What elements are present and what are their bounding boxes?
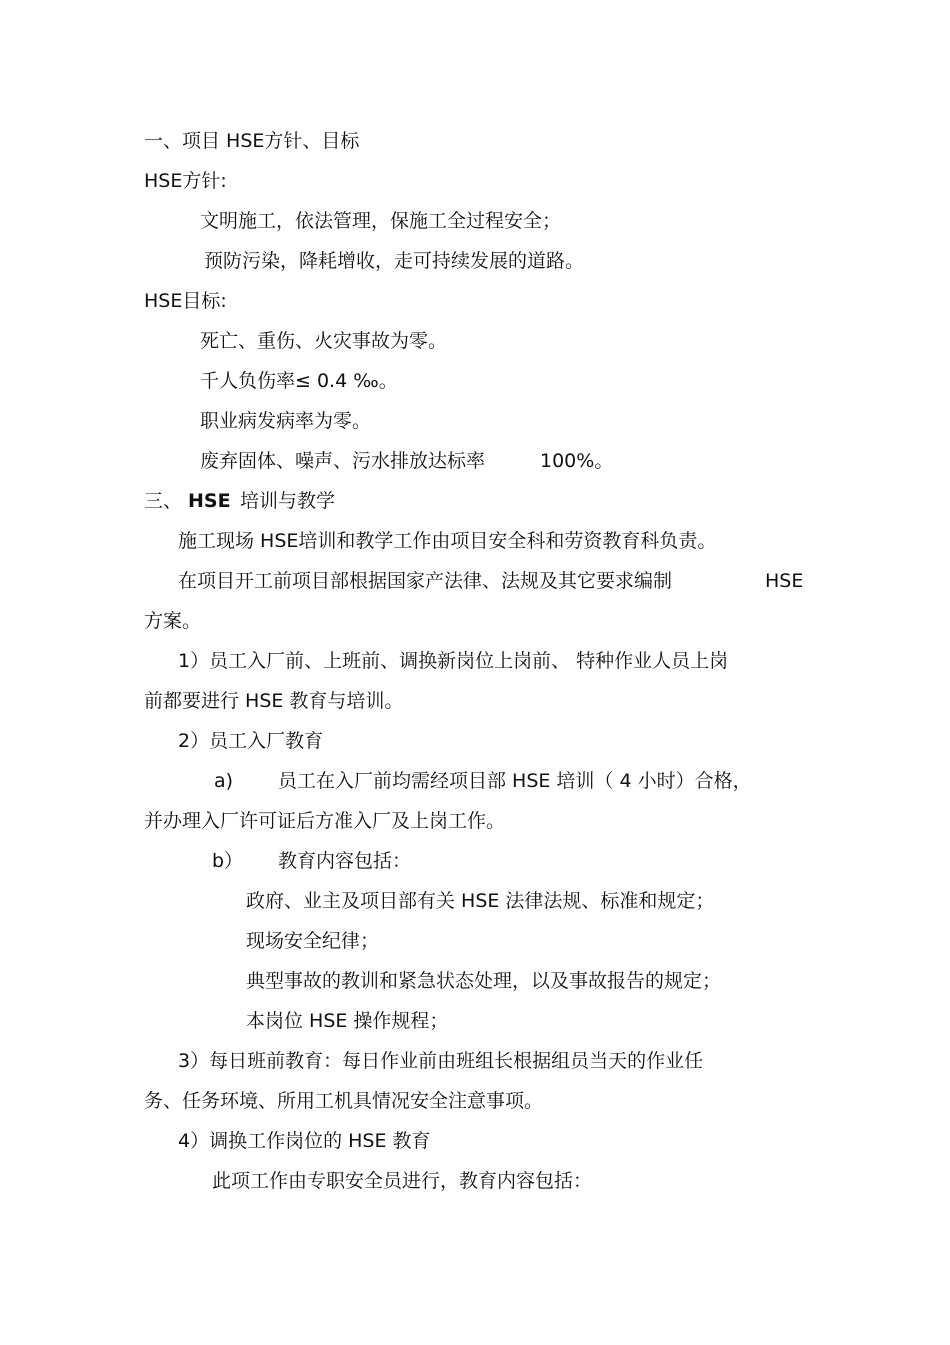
section-heading-3-hse: HSE <box>188 490 231 512</box>
item-3-line-1: 3）每日班前教育：每日作业前由班组长根据组员当天的作业任 <box>178 1050 704 1072</box>
item-3-line-2: 务、任务环境、所用工机具情况安全注意事项。 <box>144 1090 544 1112</box>
section-heading-3-prefix: 三、 <box>144 490 183 512</box>
item-1-line-1: 1）员工入厂前、上班前、调换新岗位上岗前、 特种作业人员上岗 <box>178 650 729 672</box>
policy-label: HSE方针: <box>144 170 227 192</box>
item-2b-point-3: 典型事故的教训和紧急状态处理，以及事故报告的规定； <box>246 970 722 992</box>
item-2b-point-2: 现场安全纪律； <box>246 930 380 952</box>
item-2a-line-1: 员工在入厂前均需经项目部 HSE 培训（ 4 小时）合格， <box>278 770 752 792</box>
item-2a-line-2: 并办理入厂许可证后方准入厂及上岗工作。 <box>144 810 506 832</box>
goal-line-1: 死亡、重伤、火灾事故为零。 <box>200 330 448 352</box>
paragraph-2-line-2: 方案。 <box>144 610 202 632</box>
item-4-heading: 4）调换工作岗位的 HSE 教育 <box>178 1130 431 1152</box>
paragraph-2-line-1-end: HSE <box>765 570 804 592</box>
policy-line-2: 预防污染，降耗增收，走可持续发展的道路。 <box>204 250 585 272</box>
item-2a-marker: a) <box>214 770 234 792</box>
section-heading-3-title: 培训与教学 <box>240 490 336 512</box>
item-2b-point-4: 本岗位 HSE 操作规程； <box>246 1010 449 1032</box>
section-heading-1: 一、项目 HSE方针、目标 <box>144 130 360 152</box>
item-4-line-1: 此项工作由专职安全员进行，教育内容包括： <box>212 1170 593 1192</box>
goal-line-4: 废弃固体、噪声、污水排放达标率 <box>200 450 486 472</box>
item-2-heading: 2）员工入厂教育 <box>178 730 324 752</box>
goal-line-3: 职业病发病率为零。 <box>200 410 372 432</box>
item-2b-heading: 教育内容包括： <box>278 850 412 872</box>
item-2b-point-1: 政府、业主及项目部有关 HSE 法律法规、标准和规定； <box>246 890 715 912</box>
paragraph-2-line-1: 在项目开工前项目部根据国家产法律、法规及其它要求编制 <box>178 570 673 592</box>
policy-line-1: 文明施工，依法管理，保施工全过程安全； <box>200 210 562 232</box>
item-2b-marker: b） <box>212 850 244 872</box>
goal-label: HSE目标: <box>144 290 227 312</box>
goal-line-2: 千人负伤率≤ 0.4 ‰。 <box>200 370 398 392</box>
goal-line-4-value: 100%。 <box>540 450 614 472</box>
paragraph-1: 施工现场 HSE培训和教学工作由项目安全科和劳资教育科负责。 <box>178 530 717 552</box>
item-1-line-2: 前都要进行 HSE 教育与培训。 <box>144 690 404 712</box>
